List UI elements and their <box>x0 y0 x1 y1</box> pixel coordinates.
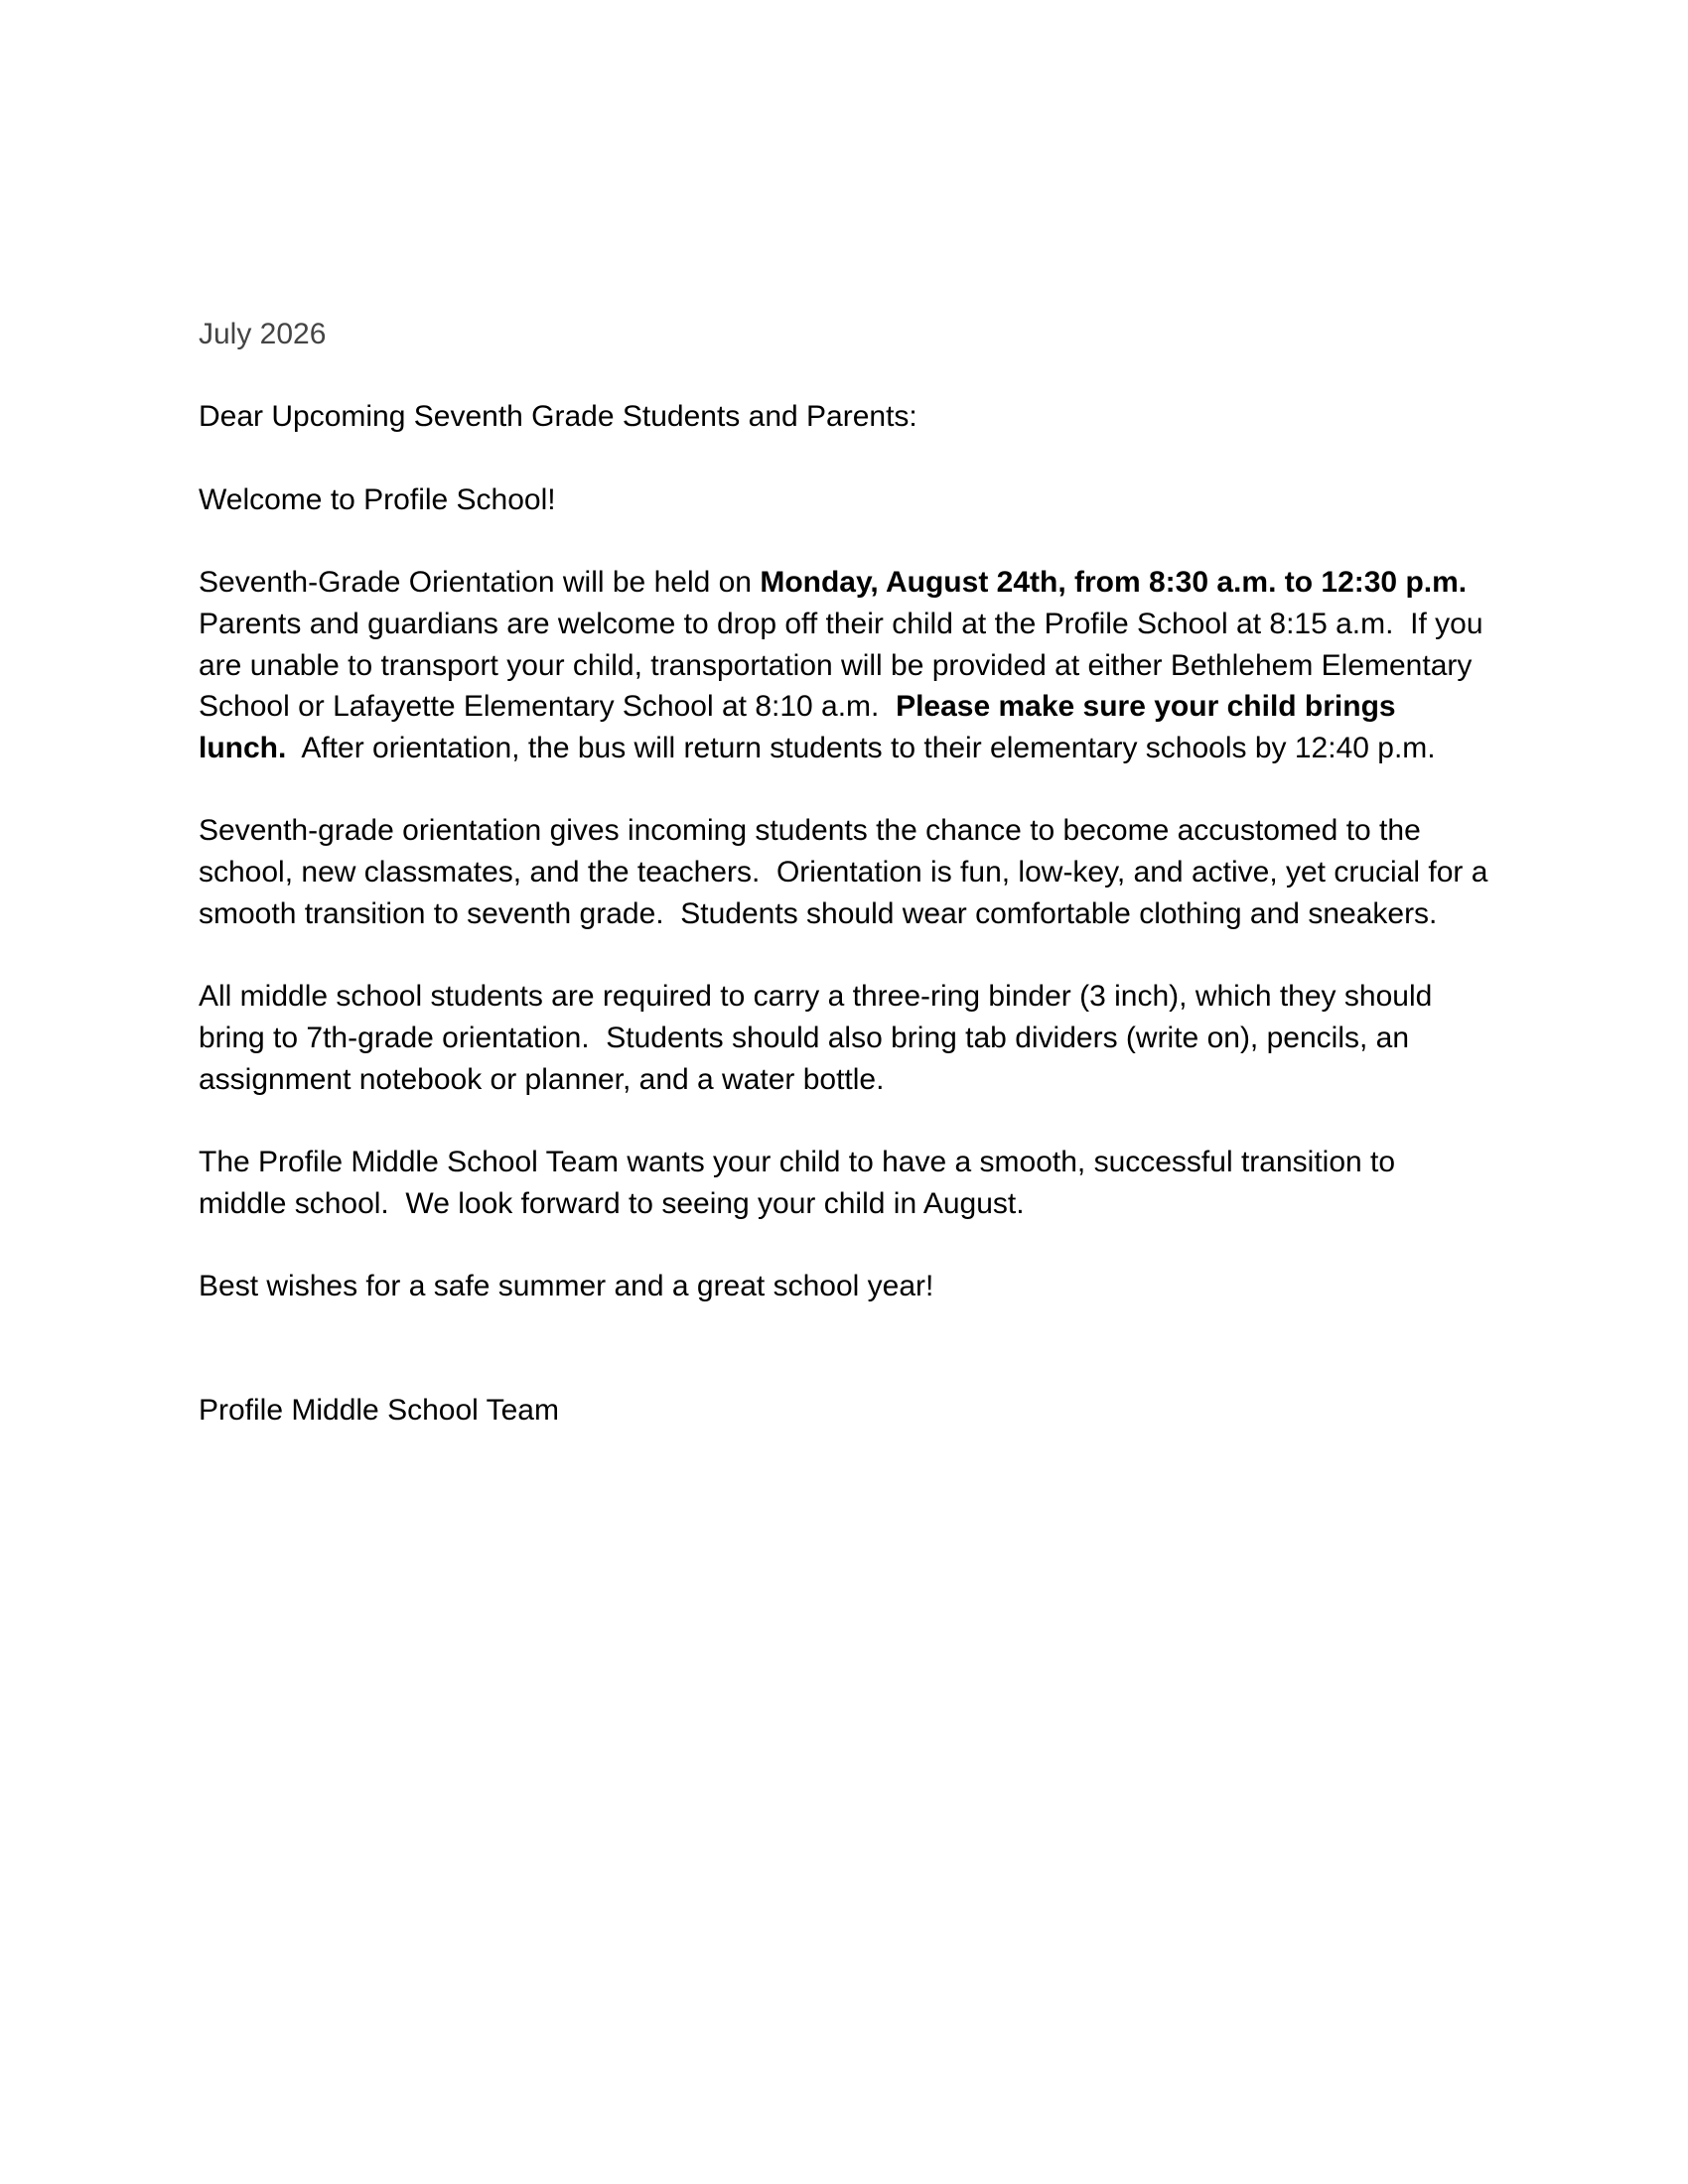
letter-date: July 2026 <box>199 318 327 350</box>
orientation-intro: Seventh-Grade Orientation will be held on <box>199 566 761 600</box>
orientation-return: After orientation, the bus will return students to their elementary schools by 12:40 p.m. <box>286 731 1436 764</box>
closing-line: Best wishes for a safe summer and a great school year! <box>199 1270 934 1303</box>
signature: Profile Middle School Team <box>199 1394 559 1428</box>
orientation-paragraph <box>199 562 1489 769</box>
letter-body <box>199 314 1496 1473</box>
team-paragraph: The Profile Middle School Team wants your child to have a smooth, successful transition to middle school. We look forward to seeing your child in August. <box>199 1145 1404 1220</box>
orientation-details: Parents and guardians are welcome to drop off their child at the Profile School at 8:15 a.m. If you are unable to transport your child, transportation will be provided at either Bethlehem Elementary School or Lafayette Elementary School at 8:10 a.m. <box>199 566 1491 724</box>
salutation: Dear Upcoming Seventh Grade Students and Parents: <box>199 400 917 434</box>
supplies-paragraph: All middle school students are required to carry a three-ring binder (3 inch), which they should bring to 7th-grade orientation. Students should also bring tab dividers (write on), pencils, an assignment notebook or planner, and a water bottle. <box>199 980 1441 1096</box>
orientation-purpose-paragraph: Seventh-grade orientation gives incoming students the chance to become accustomed to the school, new classmates, and the teachers. Orientation is fun, low-key, and active, yet crucial for a smooth transition to seventh grade. Students should wear comfortable clothing and sneakers. <box>199 814 1496 930</box>
orientation-schedule: Monday, August 24th, from 8:30 a.m. to 12:30 p.m. <box>760 566 1468 600</box>
lunch-reminder: Please make sure your child brings lunch. <box>199 690 1396 764</box>
welcome-line: Welcome to Profile School! <box>199 482 556 516</box>
